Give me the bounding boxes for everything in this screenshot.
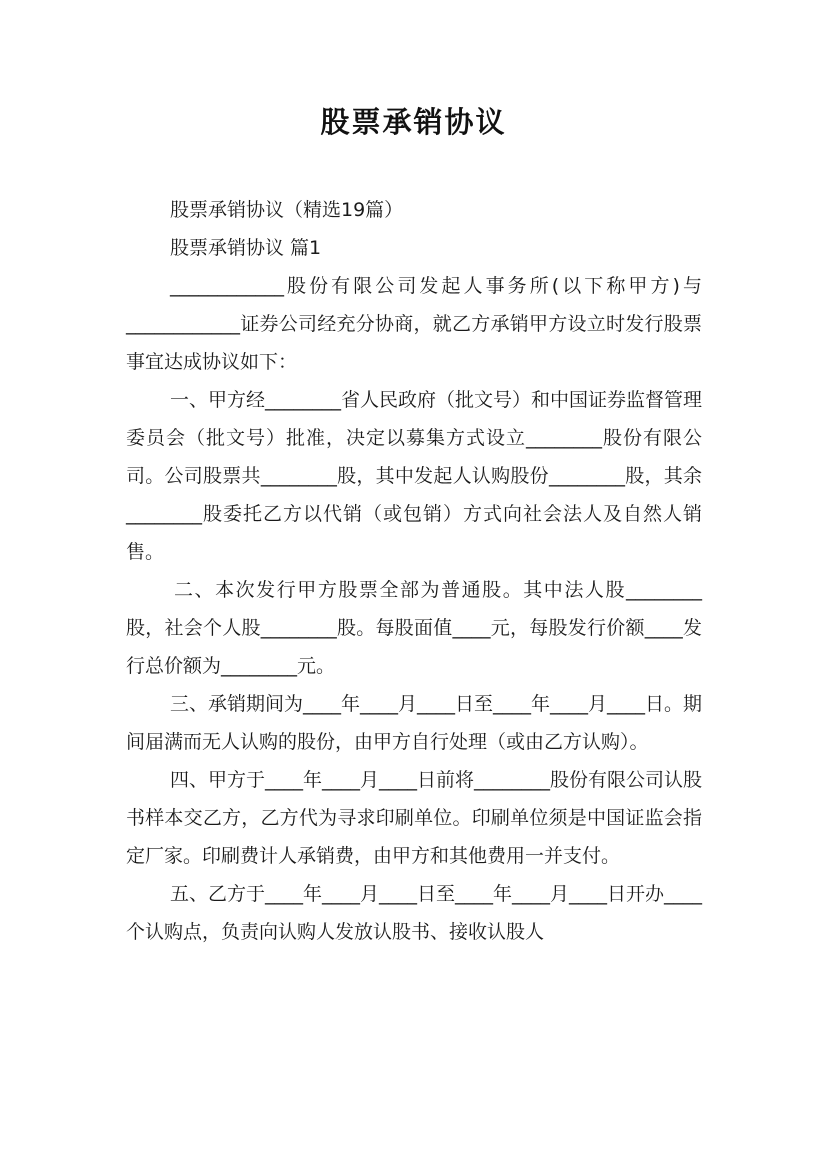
paragraph-clause-3: 三、承销期间为____年____月____日至____年____月____日。期间届满而无人认购的股份，由甲方自行处理（或由乙方认购）。: [126, 693, 703, 753]
paragraph-clause-4: 四、甲方于____年____月____日前将________股份有限公司认股书样本交乙方，乙方代为寻求印刷单位。印刷单位须是中国证监会指定厂家。印刷费计人承销费，由甲方和其他费用一并支付。: [126, 769, 703, 867]
document-body: [126, 191, 702, 951]
paragraph-clause-5: 五、乙方于____年____月____日至____年____月____日开办____个认购点，负责向认购人发放认股书、接收认股人: [126, 883, 703, 943]
paragraph-clause-1: 一、甲方经________省人民政府（批文号）和中国证券监督管理委员会（批文号）批准，决定以募集方式设立________股份有限公司。公司股票共________股，其中发起人认购股份________股，其余________股委托乙方以代销（或包销）方式向社会法人及自然人销售。: [126, 389, 703, 563]
document-title: 股票承销协议: [320, 105, 507, 139]
paragraph-clause-2: 二、本次发行甲方股票全部为普通股。其中法人股________股，社会个人股________股。每股面值____元，每股发行价额____发行总价额为________元。: [126, 579, 702, 677]
paragraph-preamble: ____________股份有限公司发起人事务所(以下称甲方)与____________证券公司经充分协商，就乙方承销甲方设立时发行股票事宜达成协议如下：: [126, 275, 702, 373]
paragraph-subtitle: 股票承销协议（精选19篇）: [170, 199, 404, 221]
paragraph-section-heading: 股票承销协议 篇1: [170, 237, 322, 259]
